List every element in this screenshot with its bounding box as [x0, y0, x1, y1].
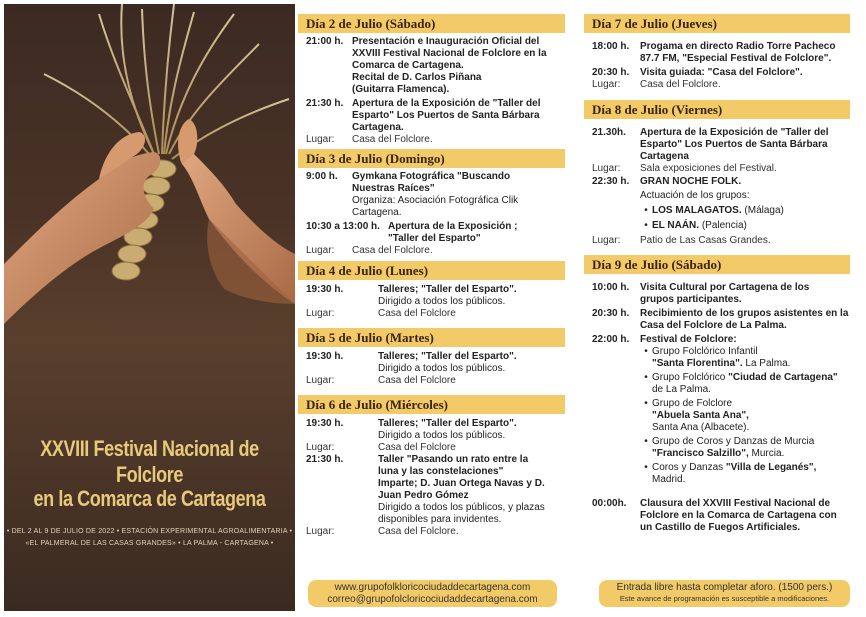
event-time: 21:30 h.: [306, 98, 344, 109]
venue-name: Casa del Folclore.: [352, 134, 433, 145]
event-row: [592, 498, 850, 534]
day-header-5: Día 5 de Julio (Martes): [298, 328, 565, 347]
venue-label: Lugar:: [306, 442, 335, 453]
venue-label: Lugar:: [306, 134, 335, 145]
group-type: Coros y Danzas: [652, 462, 724, 473]
list-item: [592, 220, 850, 232]
poster-subtitle-line2: «EL PALMERAL DE LAS CASAS GRANDES» • LA PALMA - CARTAGENA •: [25, 540, 274, 547]
event-row: [306, 478, 565, 502]
day-header-3: Día 3 de Julio (Domingo): [298, 149, 565, 168]
event-row: [306, 221, 565, 245]
list-item: [592, 205, 850, 217]
group-name: "Ciudad de Cartagena": [728, 372, 838, 383]
venue-label: Lugar:: [306, 526, 335, 537]
event-time: 18:00 h.: [592, 41, 630, 52]
bullet-icon: •: [644, 436, 648, 447]
event-desc: Apertura de la Exposición ; "Taller del Esparto": [388, 221, 518, 244]
group-name: "Santa Florentina".: [652, 358, 743, 369]
venue-name: Casa del Folclore.: [640, 79, 721, 90]
contact-footer: [308, 580, 557, 607]
group-place: Murcia.: [751, 448, 785, 459]
group-type: Grupo Folclórico Infantil: [652, 346, 758, 357]
event-row: [592, 67, 850, 79]
event-row: [592, 308, 850, 332]
group-place: La Palma.: [745, 358, 791, 369]
email-link[interactable]: correo@grupofolcloricociudaddecartagena.com: [327, 594, 538, 605]
event-desc: Talleres; "Taller del Esparto".: [378, 418, 517, 429]
event-row: [306, 195, 565, 219]
event-row: [306, 72, 565, 96]
group-type: Grupo de Coros y Danzas de Murcia: [652, 436, 815, 447]
event-desc: Dirigido a todos los públicos.: [378, 430, 506, 441]
event-desc: Clausura del XXVIII Festival Nacional de Folclore en la Comarca de Cartagena con un Castillo de Fuegos Artificiales.: [640, 498, 837, 533]
group-place: Madrid.: [652, 474, 686, 485]
group-type: Grupo Folclórico: [652, 372, 726, 383]
venue-label: Lugar:: [592, 79, 621, 90]
venue-row: [592, 163, 850, 175]
poster-title-line2: en la Comarca de Cartagena: [33, 486, 266, 511]
venue-label: Lugar:: [592, 235, 621, 246]
venue-name: Casa del Folclore: [378, 442, 456, 453]
event-row: [306, 351, 565, 363]
program-column-middle: [298, 14, 565, 538]
event-time: 10:00 h.: [592, 282, 630, 293]
venue-row: [306, 308, 565, 320]
event-desc: GRAN NOCHE FOLK.: [640, 176, 742, 187]
event-row: [306, 171, 565, 195]
venue-row: [306, 375, 565, 387]
event-desc: Talleres; "Taller del Esparto".: [378, 351, 517, 362]
event-row: [592, 334, 850, 346]
event-desc: Dirigido a todos los públicos, y plazas disponibles para invidentes.: [378, 502, 545, 525]
group-name: LOS MALAGATOS.: [652, 205, 742, 216]
group-place: Santa Ana (Albacete).: [652, 422, 750, 433]
entry-footer: [599, 580, 850, 607]
event-desc: Taller "Pasando un rato entre la luna y las constelaciones": [378, 454, 529, 477]
event-row: [592, 190, 850, 202]
list-item: [592, 436, 850, 460]
group-name: EL NAÁN.: [652, 220, 700, 231]
day-header-6: Día 6 de Julio (Miércoles): [298, 395, 565, 414]
event-row: [306, 502, 565, 526]
event-time: 22:00 h.: [592, 334, 630, 345]
group-name: "Villa de Leganés",: [725, 462, 817, 473]
event-time: 10:30 a 13:00 h.: [306, 221, 380, 232]
venue-name: Casa del Folclore.: [378, 526, 459, 537]
event-row: [306, 418, 565, 430]
event-desc: Festival de Folclore:: [640, 334, 737, 345]
bullet-icon: •: [644, 346, 648, 357]
venue-row: [592, 235, 850, 247]
day-header-4: Día 4 de Julio (Lunes): [298, 261, 565, 280]
event-desc: Apertura de la Exposición de "Taller del Esparto" Los Puertos de Santa Bárbara Cartagena: [640, 127, 829, 162]
event-desc: Organiza: Asociación Fotográfica Clik Cartagena.: [352, 195, 519, 218]
venue-name: Sala exposiciones del Festival.: [640, 163, 777, 174]
list-item: [592, 398, 850, 434]
venue-label: Lugar:: [306, 375, 335, 386]
hands-weaving-esparto-illustration: [4, 4, 295, 611]
day-header-8: Día 8 de Julio (Viernes): [584, 100, 850, 119]
venue-row: [306, 134, 565, 146]
event-time: 19:30 h.: [306, 284, 344, 295]
event-desc: Presentación e Inauguración Oficial del XXVIII Festival Nacional de Folclore en la Comarca de Cartagena.: [352, 36, 547, 71]
event-row: [306, 430, 565, 442]
event-time: 20:30 h.: [592, 67, 630, 78]
venue-name: Patio de Las Casas Grandes.: [640, 235, 771, 246]
group-name: "Francisco Salzillo",: [652, 448, 749, 459]
event-desc: Progama en directo Radio Torre Pacheco 87.7 FM, "Especial Festival de Folclore".: [640, 41, 836, 64]
list-item: [592, 372, 850, 396]
event-row: [306, 284, 565, 296]
venue-row: [306, 526, 565, 538]
event-row: [306, 363, 565, 375]
event-time: 19:30 h.: [306, 418, 344, 429]
group-name: "Abuela Santa Ana",: [652, 410, 749, 421]
bullet-icon: •: [644, 220, 648, 231]
poster-subtitle-line1: • DEL 2 AL 9 DE JULIO DE 2022 • ESTACIÓN EXPERIMENTAL AGROALIMENTARIA •: [6, 528, 293, 535]
entry-notice: Entrada libre hasta completar aforo. (1500 pers.): [616, 582, 833, 593]
day-header-7: Día 7 de Julio (Jueves): [584, 14, 850, 33]
group-type: Grupo de Folclore: [652, 398, 733, 409]
day-header-9: Día 9 de Julio (Sábado): [584, 255, 850, 274]
venue-name: Casa del Folclore: [378, 375, 456, 386]
event-time: 9:00 h.: [306, 171, 338, 182]
event-time: 21:30 h.: [306, 454, 344, 465]
event-desc: Actuación de los grupos:: [640, 190, 750, 201]
venue-label: Lugar:: [306, 245, 335, 256]
event-desc: Talleres; "Taller del Esparto".: [378, 284, 517, 295]
event-row: [306, 296, 565, 308]
list-item: [592, 346, 850, 370]
poster-title-line1: XXVIII Festival Nacional de Folclore: [40, 436, 259, 487]
list-item: [592, 462, 850, 486]
event-desc: Dirigido a todos los públicos.: [378, 363, 506, 374]
bullet-icon: •: [644, 372, 648, 383]
group-place: (Palencia): [701, 220, 747, 231]
event-time: 21:00 h.: [306, 36, 344, 47]
bullet-icon: •: [644, 205, 648, 216]
venue-row: [306, 442, 565, 454]
venue-row: [592, 79, 850, 91]
venue-label: Lugar:: [306, 308, 335, 319]
event-row: [306, 454, 565, 478]
event-time: 19:30 h.: [306, 351, 344, 362]
event-desc: Visita Cultural por Cartagena de los grupos participantes.: [640, 282, 810, 305]
event-row: [306, 98, 565, 134]
event-row: [592, 41, 850, 65]
event-desc: Recital de D. Carlos Piñana (Guitarra Flamenca).: [352, 72, 482, 95]
venue-name: Casa del Folclore: [378, 308, 456, 319]
event-desc: Gymkana Fotográfica "Buscando Nuestras Raíces": [352, 171, 511, 194]
program-column-right: [584, 14, 850, 534]
group-place: (Málaga): [744, 205, 784, 216]
group-place: de La Palma.: [652, 384, 711, 395]
event-row: [306, 36, 565, 72]
program-disclaimer: Este avance de programación es susceptible a modificaciones.: [619, 594, 830, 603]
event-desc: Recibimiento de los grupos asistentes en la Casa del Folclore de La Palma.: [640, 308, 849, 331]
venue-name: Casa del Folclore.: [352, 245, 433, 256]
poster-panel: [4, 4, 295, 611]
bullet-icon: •: [644, 398, 648, 409]
website-link[interactable]: www.grupofolkloricociudaddecartagena.com: [334, 582, 531, 593]
event-desc: Visita guiada: "Casa del Folclore".: [640, 67, 803, 78]
event-row: [592, 176, 850, 188]
event-desc: Imparte; D. Juan Ortega Navas y D. Juan Pedro Gómez: [378, 478, 545, 501]
event-desc: Dirigido a todos los públicos.: [378, 296, 506, 307]
event-desc: Apertura de la Exposición de "Taller del Esparto" Los Puertos de Santa Bárbara Cartagena.: [352, 98, 541, 133]
venue-label: Lugar:: [592, 163, 621, 174]
event-row: [592, 282, 850, 306]
day-header-2: Día 2 de Julio (Sábado): [298, 14, 565, 33]
bullet-icon: •: [644, 462, 648, 473]
event-time: 20:30 h.: [592, 308, 630, 319]
event-time: 21.30h.: [592, 127, 626, 138]
event-time: 00:00h.: [592, 498, 627, 509]
event-row: [592, 127, 850, 163]
venue-row: [306, 245, 565, 257]
event-time: 22:30 h.: [592, 176, 630, 187]
